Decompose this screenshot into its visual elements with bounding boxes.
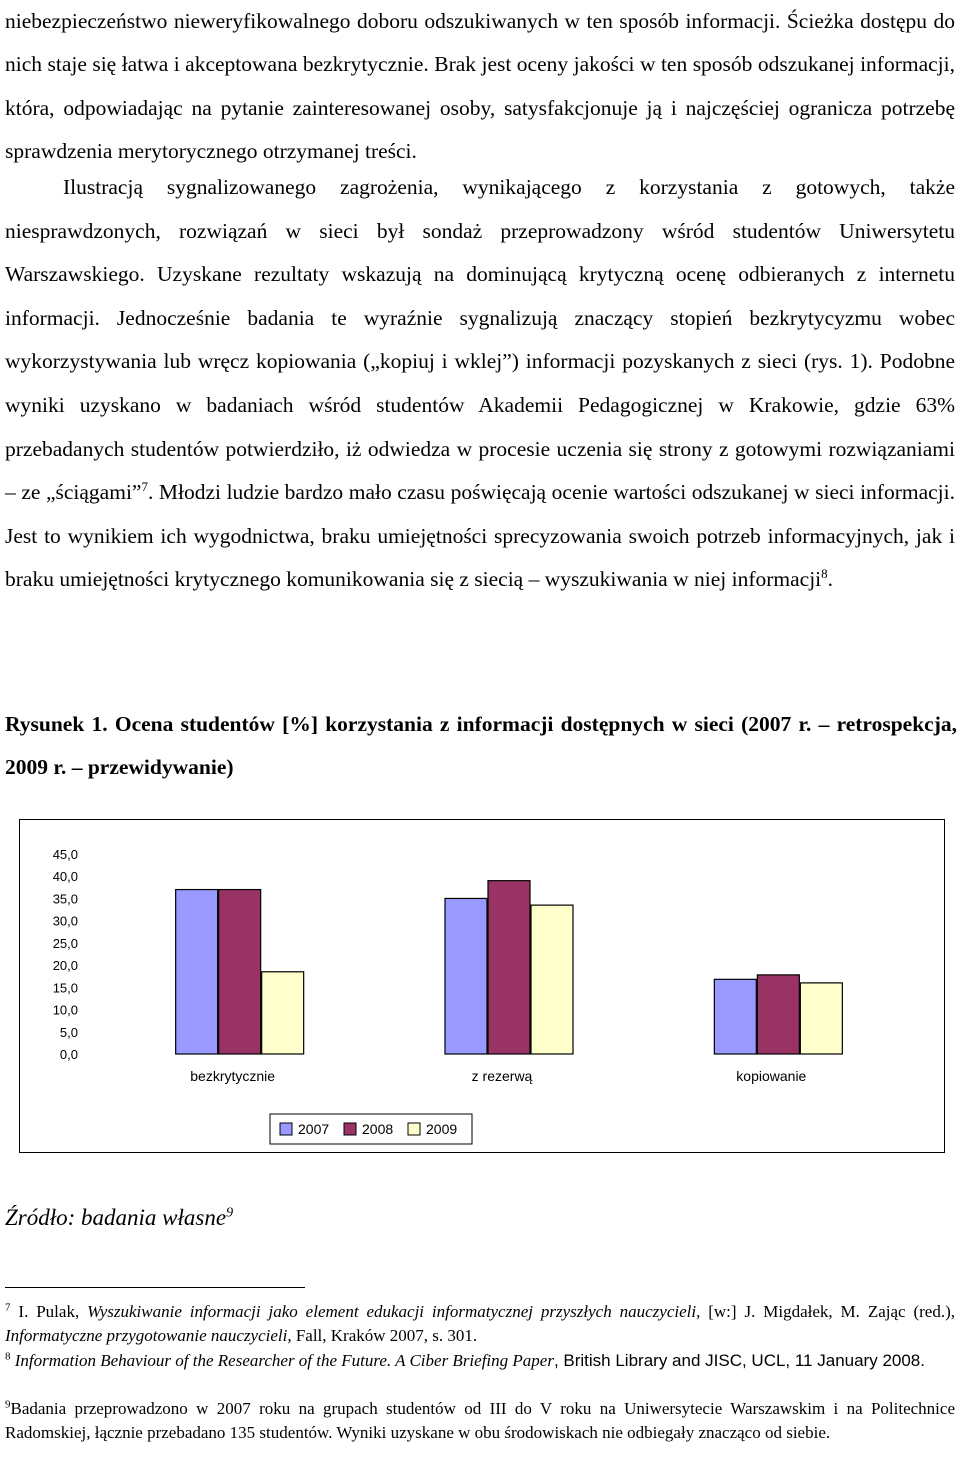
bar-2007 xyxy=(176,890,218,1054)
figure-title: Rysunek 1. Ocena studentów [%] korzystania z informacji dostępnych w sieci (2007 r. – retrospekcja, 2009 r. – przewidywanie) xyxy=(5,712,957,779)
body-paragraph xyxy=(5,166,955,602)
y-tick-label: 40,0 xyxy=(52,869,78,885)
y-tick-label: 20,0 xyxy=(52,958,78,974)
bar-2008 xyxy=(488,881,530,1054)
bar-chart xyxy=(20,820,944,1152)
legend-label: 2008 xyxy=(362,1121,394,1137)
y-tick-label: 25,0 xyxy=(52,935,78,951)
paragraph-text: . xyxy=(827,567,834,592)
source-text: Źródło: badania własne xyxy=(5,1205,227,1230)
y-tick-label: 0,0 xyxy=(59,1047,78,1062)
footnote-ref[interactable]: 8 xyxy=(821,566,828,582)
x-category-label: kopiowanie xyxy=(736,1068,807,1084)
x-category-label: bezkrytycznie xyxy=(190,1068,276,1084)
footnote-text: Fall, Kraków 2007, s. 301. xyxy=(291,1326,478,1345)
footnote xyxy=(5,1397,955,1445)
paragraph-text: Ilustracją sygnalizowanego zagrożenia, wynikającego z korzystania z gotowych, także niesprawdzonych, rozwiązań w sieci był sondaż przeprowadzony wśród studentów Uniwersytetu Warszawskiego. Uzyskane rezultaty wskazują na dominującą krytyczną ocenę odbieranych z internetu informacji. Jednocześnie badania te wyraźnie sygnalizują znaczący stopień bezkrytycyzmu wobec wykorzystywania lub wręcz kopiowania („kopiuj i wklej”) informacji pozyskanych z sieci (rys. 1). Podobne wyniki uzyskano w badaniach wśród studentów Akademii Pedagogicznej w Krakowie, gdzie 63% przebadanych studentów potwierdziło, iż odwiedza w procesie uczenia się strony z gotowymi rozwiązaniami – ze „ściągami” xyxy=(5,175,955,505)
y-tick-label: 10,0 xyxy=(52,1002,78,1018)
y-tick-label: 15,0 xyxy=(52,980,78,996)
y-tick-label: 5,0 xyxy=(59,1024,78,1040)
footnote-ref[interactable]: 9 xyxy=(226,1205,234,1221)
bar-2008 xyxy=(757,975,799,1054)
legend-swatch xyxy=(408,1123,420,1135)
y-tick-label: 35,0 xyxy=(52,891,78,907)
paragraph-text: niebezpieczeństwo nieweryfikowalnego doboru odszukiwanych w ten sposób informacji. Ścieżka dostępu do nich staje się łatwa i akceptowana bezkrytycznie. Brak jest oceny jakości w ten sposób odszukanej informacji, która, odpowiadając na pytanie zainteresowanej osoby, satysfakcjonuje ją i najczęściej ogranicza potrzebę sprawdzenia merytorycznego otrzymanej treści. xyxy=(5,9,955,163)
footnote-separator xyxy=(5,1287,305,1288)
footnote-text: [w:] J. Migdałek, M. Zając (red.), xyxy=(700,1302,955,1321)
footnote-text: , British Library and JISC, UCL, 11 January 2008. xyxy=(553,1351,925,1370)
footnote-author: I. Pulak, xyxy=(18,1302,88,1321)
chart-frame xyxy=(19,819,945,1153)
bar-2008 xyxy=(219,890,261,1054)
footnote-title: Wyszukiwanie informacji jako element edukacji informatycznej przyszłych nauczycieli, xyxy=(87,1302,701,1321)
footnote-number: 7 xyxy=(5,1301,11,1314)
legend-label: 2009 xyxy=(426,1121,458,1137)
footnote xyxy=(5,1349,955,1373)
footnote-number: 9 xyxy=(5,1398,11,1411)
footnote-text: Badania przeprowadzono w 2007 roku na grupach studentów od III do V roku na Uniwersytecie Warszawskim i na Politechnice Radomskiej, łącznie przebadano 135 studentów. Wyniki uzyskane w obu środowiskach nie odbiegały znacząco od siebie. xyxy=(5,1399,955,1442)
paragraph-text: . Młodzi ludzie bardzo mało czasu poświęcają ocenie wartości odszukanej w sieci informacji. Jest to wynikiem ich wygodnictwa, braku umiejętności sprecyzowania swoich potrzeb informacyjnych, jak i braku umiejętności krytycznego komunikowania się z siecią – wyszukiwania w niej informacji xyxy=(5,480,955,592)
footnote-title: Information Behaviour of the Researcher of the Future. A Ciber Briefing Paper xyxy=(14,1351,554,1370)
x-category-label: z rezerwą xyxy=(471,1068,533,1084)
legend-label: 2007 xyxy=(298,1121,330,1137)
figure-source xyxy=(5,1205,233,1231)
legend-swatch xyxy=(280,1123,292,1135)
legend-swatch xyxy=(344,1123,356,1135)
y-tick-label: 30,0 xyxy=(52,913,78,929)
footnote-number: 8 xyxy=(5,1350,11,1363)
bar-2009 xyxy=(800,983,842,1054)
footnote-title: Informatyczne przygotowanie nauczycieli, xyxy=(5,1326,292,1345)
bar-2007 xyxy=(445,898,487,1054)
footnote xyxy=(5,1300,955,1348)
body-paragraph xyxy=(5,0,955,173)
bar-2007 xyxy=(714,979,756,1054)
y-tick-label: 45,0 xyxy=(52,847,78,862)
bar-2009 xyxy=(262,972,304,1054)
bar-2009 xyxy=(531,905,573,1054)
footnote-ref[interactable]: 7 xyxy=(141,479,148,494)
